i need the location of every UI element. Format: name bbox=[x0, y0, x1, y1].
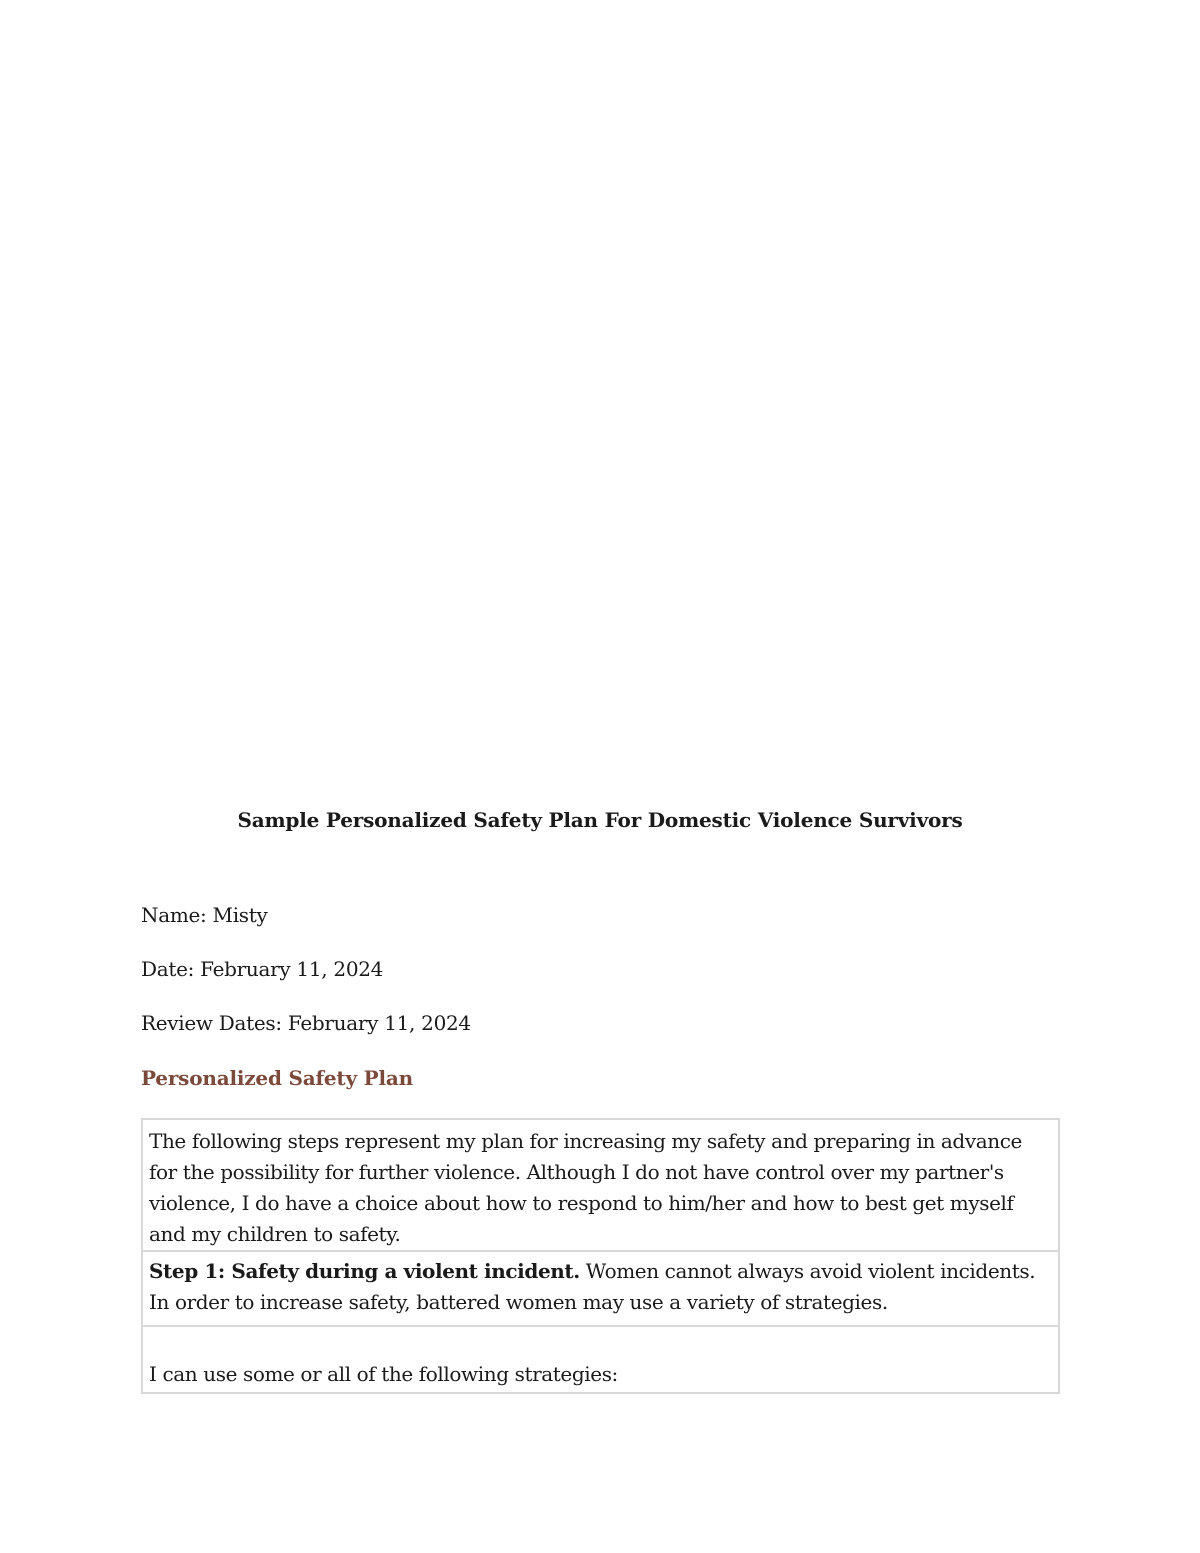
safety-plan-table bbox=[141, 1118, 1060, 1394]
review-dates-line: Review Dates: February 11, 2024 bbox=[141, 1011, 471, 1035]
name-line: Name: Misty bbox=[141, 903, 268, 927]
intro-cell: The following steps represent my plan for increasing my safety and preparing in advance for the possibility for further violence. Although I do not have control over my partner's violence, I do have a choice about how to respond to him/her and how to best get myself and my children to safety. bbox=[149, 1129, 1022, 1246]
step-1-label: Step 1: Safety during a violent incident. bbox=[149, 1259, 580, 1283]
document-title: Sample Personalized Safety Plan For Domestic Violence Survivors bbox=[237, 808, 963, 832]
date-line: Date: February 11, 2024 bbox=[141, 957, 384, 981]
strategies-cell: I can use some or all of the following strategies: bbox=[143, 1325, 1058, 1392]
step-1-description: Women cannot always avoid violent incidents. In order to increase safety, battered women may use a variety of strategies. bbox=[149, 1259, 1036, 1314]
step-1-cell bbox=[143, 1250, 1058, 1325]
section-heading: Personalized Safety Plan bbox=[141, 1066, 413, 1090]
